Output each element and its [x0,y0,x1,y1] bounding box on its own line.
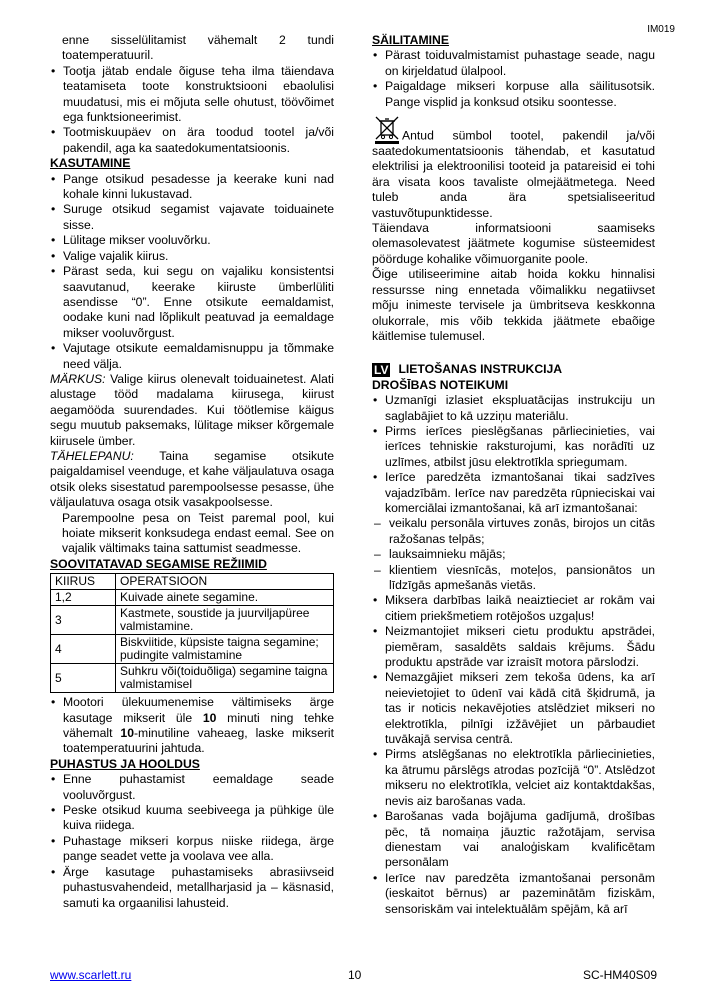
list-item: • Neizmantojiet mikseri cietu produktu apstrādei, piemēram, sasaldēts saldais krējums. Šādu produktu apstrāde var izraisīt motora pārslodzi. [372,624,655,670]
table-cell-operation: Biskviitide, küpsiste taigna segamine; pudingite valmistamine [116,635,334,664]
list-item: • Pange otsikud pesadesse ja keerake kuni nad kohale kinni lukustavad. [50,172,334,203]
table-cell-operation: Kuivade ainete segamine. [116,590,334,606]
spacer [372,110,655,128]
list-item: • Nemazgājiet mikseri zem tekoša ūdens, ka arī neievietojiet to ūdenī vai kādā citā šķidrumā, ja tas ir noticis nekavējoties atslēdziet mikseri no elektrotīkla, pilnīgi izžāvējiet un pārbaudiet tuvākajā servisa centrā. [372,670,655,747]
list-item: • Peske otsikud kuuma seebiveega ja pühkige üle kuiva riidega. [50,803,334,834]
section-heading-modes: SOOVITATAVAD SEGAMISE REŽIIMID [50,556,267,571]
list-item: • Enne puhastamist eemaldage seade vooluvõrgust. [50,772,334,803]
list-item: • Uzmanīgi izlasiet ekspluatācijas instrukciju un saglabājiet to kā uzziņu materiālu. [372,393,655,424]
intro-paragraph: enne sisselülitamist vähemalt 2 tundi toatemperatuuril. [62,33,334,63]
section-heading-puhastus: PUHASTUS JA HOOLDUS [50,756,200,771]
note-paragraph: Parempoolne pesa on Teist paremal pool, kui hoiate mikserit konksudega endast eemal. See on vajalik vältimaks taina sattumist seadmesse. [62,510,334,556]
note-label: MÄRKUS: [50,371,106,386]
table-header-row [51,574,334,590]
dash-item: – lauksaimnieku mājās; [372,547,655,562]
list-item: • Ierīce paredzēta izmantošanai tikai sadzīves vajadzībām. Ierīce nav paredzēta rūpnieciskai vai komerciālai izmantošanai, kā arī izmantošanai: [372,470,655,516]
list-item-motor [50,695,334,757]
motor-minutes: 10 [202,710,217,725]
note-tahelepanu [50,449,334,511]
model-number: SC-HM40S09 [582,968,657,982]
crossed-out-bin-icon [372,114,402,144]
section-heading-kasutamine: KASUTAMINE [50,156,131,171]
list-item: • Miksera darbības laikā neaiztieciet ar rokām vai citiem priekšmetiem rotējošos uzgaļus! [372,593,655,624]
weee-paragraph-2: Täiendava informatsiooni saamiseks olemasolevatest jäätmete kogumise süsteemidest pöörduge kohalike võimuorganite poole. [372,221,655,266]
warning-text: Taina segamise otsikute paigaldamisel veenduge, et kahe väljaulatuva osaga otsik oleks sisestatud parempoolsesse pesasse, ühe väljaulatuva osaga otsik vasakpoolsesse. [50,448,334,510]
language-code-badge: LV [374,363,389,378]
table-cell-operation: Kastmete, soustide ja juurviljapüree valmistamine. [116,606,334,635]
weee-paragraph-3: Õige utiliseerimine aitab hoida kokku hinnalisi ressursse ning ennetada võimalikku negatiivset mõju inimeste tervisele ja ümbritseva keskkonna olukorrale, mis võib tekkida jäätmete ebaõige käitlemise tulemusel. [372,267,655,343]
list-item: • Ärge kasutage puhastamiseks abrasiivseid puhastusvahendeid, metallharjasid ja – käsnasid, samuti ka orgaanilisi lahusteid. [50,865,334,911]
list-item: • Tootmiskuupäev on ära toodud tootel ja/või pakendil, aga ka saatedokumentatsioonis. [50,125,334,156]
motor-pause-minutes: 10 [120,726,134,741]
right-column [372,33,655,917]
language-section-title: LIETOŠANAS INSTRUKCIJA [398,362,563,377]
list-item: • Barošanas vada bojājuma gadījumā, drošības pēc, tā nomaiņa jāuztic ražotājam, servisa dienestam vai analoģiskam kvalificētam personālam [372,809,655,871]
note-text: Valige kiirus olenevalt toiduainetest. Alati alustage tööd madalama kiirusega, kiirust aegamööda suurendades. Kui töötlemise käigus segu muutub paksemaks, lülitage mikser kõrgemale kiirusele ümber. [50,371,334,448]
note-markus [50,372,334,449]
section-heading-sailitamine: SÄILITAMINE [372,33,449,47]
table-cell-speed: 3 [51,606,116,635]
table-cell-speed: 1,2 [51,590,116,606]
list-item: • Pirms ierīces pieslēgšanas pārliecinieties, vai ierīces tehniskie raksturojumi, kas norādīti uz uzlīmes, atbilst jūsu elektrotīkla spriegumam. [372,424,655,470]
section-heading-drosibas: DROŠĪBAS NOTEIKUMI [372,377,509,392]
table-row [51,635,334,664]
list-item: • Puhastage mikseri korpus niiske riidega, ärge pange seadet vette ja voolava vee alla. [50,834,334,865]
list-item: • Pärast seda, kui segu on vajaliku konsistentsi saavutanud, keerake kiiruste ümberlüliti asendisse “0”. Enne otsikute eemaldamist, oodake kuni nad lõplikult peatuvad ja eemaldage mikser vooluvõrgust. [50,264,334,341]
list-item: • Lülitage mikser vooluvõrku. [50,233,334,248]
dash-item: – veikalu personāla virtuves zonās, birojos un citās ražošanas telpās; [372,516,655,547]
weee-paragraph [372,128,655,221]
table-cell-speed: 4 [51,635,116,664]
table-row [51,590,334,606]
mixing-modes-table [50,573,334,693]
table-cell-operation: Suhkru või(toiduõliga) segamine taigna valmistamisel [116,664,334,693]
motor-text: Mootori ülekuumenemise vältimiseks ärge kasutage mikserit üle [63,695,334,725]
dash-item: – klientiem viesnīcās, moteļos, pansionātos un līdzīgās apmešanās vietās. [372,563,655,594]
list-item: • Pärast toiduvalmistamist puhastage seade, nagu on kirjeldatud ülalpool. [372,48,655,79]
table-header-operation: OPERATSIOON [116,574,334,590]
list-item: • Pirms atslēgšanas no elektrotīkla pārliecinieties, ka ātrumu pārslēgs atrodas pozīcijā “0”. Atslēdzot mikseru no elektrotīkla, velciet aiz kontaktdakšas, nevis aiz barošanas vada. [372,747,655,809]
motor-text: minuti ning tehke vähemalt [63,710,334,741]
list-item: • Valige vajalik kiirus. [50,249,334,264]
list-item: • Paigaldage mikseri korpuse alla säilitusotsik. Pange visplid ja konksud otsiku soontesse. [372,79,655,110]
warning-label: TÄHELEPANU: [50,448,134,463]
page-number: 10 [348,968,362,982]
left-column [50,33,334,911]
table-row [51,664,334,693]
weee-text: Antud sümbol tootel, pakendil ja/või saatedokumentatsioonis tähendab, et kasutatud elektrilisi ja elektroonilisi tooteid ja patareisid ei tohi ära visata koos tavaliste olmejäätmetega. Need tuleb anda ära spetsialiseeritud vastuvõtupunktidesse. [372,128,655,220]
list-item: • Suruge otsikud segamist vajavate toiduainete sisse. [50,202,334,233]
table-cell-speed: 5 [51,664,116,693]
language-section-header [372,362,655,377]
website-link[interactable]: www.scarlett.ru [50,968,132,982]
list-item: • Tootja jätab endale õiguse teha ilma täiendava teatamiseta toote konstruktsiooni ebaolulisi muudatusi, mis ei mõjuta selle ohutust, töövõimet ega funktsioneerimist. [50,64,334,126]
table-row [51,606,334,635]
document-code: IM019 [647,24,675,35]
list-item: • Vajutage otsikute eemaldamisnuppu ja tõmmake need välja. [50,341,334,372]
table-header-speed: KIIRUS [51,574,116,590]
list-item: • Ierīce nav paredzēta izmantošanai personām (ieskaitot bērnus) ar pazeminātām fiziskām, sensoriskām vai intelektuālām spējām, kā arī [372,871,655,917]
motor-text: -minutiline vaheaeg, laske mikserit toatemperatuurini jahtuda. [63,726,334,756]
